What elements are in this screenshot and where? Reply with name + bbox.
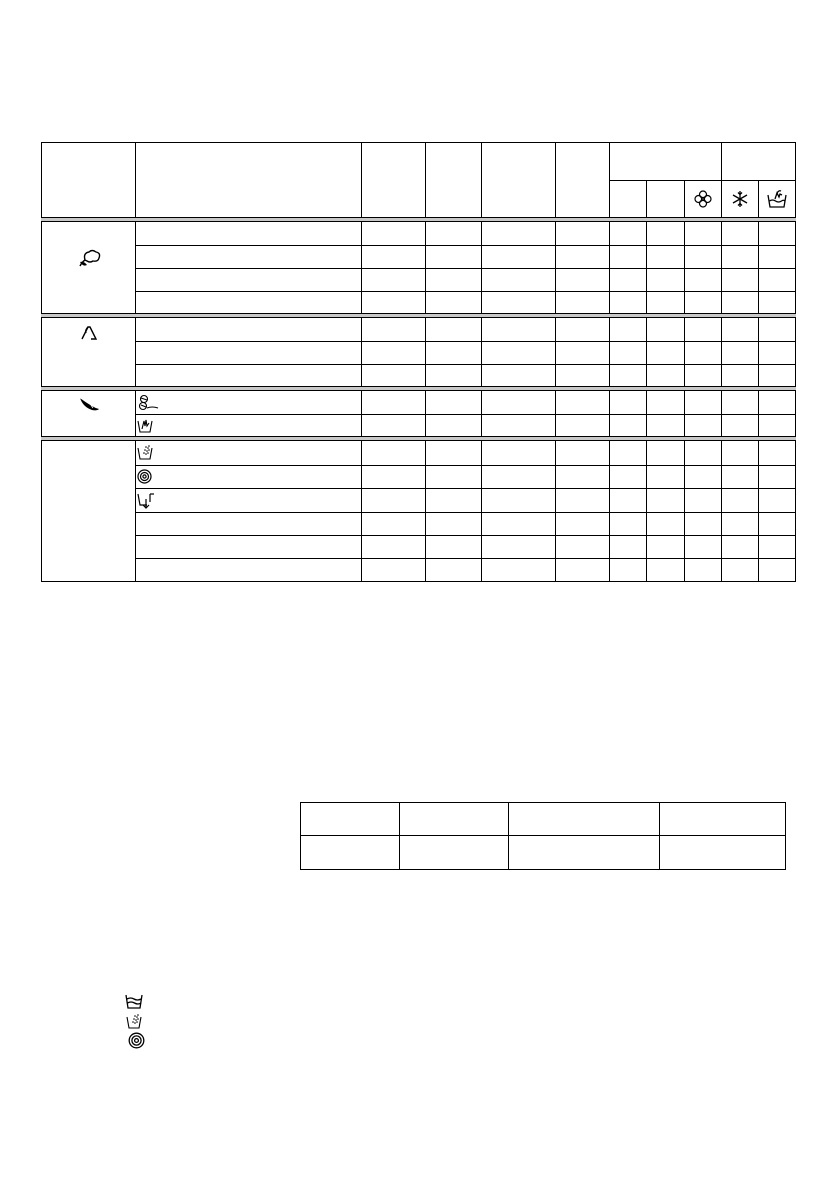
- column-divider: [135, 391, 136, 436]
- program-table-border: [41, 142, 796, 582]
- column-divider: [425, 318, 426, 386]
- cotton-icon: [76, 248, 102, 270]
- rinse-icon: [137, 444, 153, 461]
- row-divider: [135, 488, 796, 489]
- column-divider: [481, 222, 482, 313]
- column-divider: [481, 142, 482, 217]
- row-divider: [135, 341, 796, 342]
- column-divider: [684, 222, 685, 313]
- hand-wash-tub-icon: [137, 417, 153, 434]
- row-divider: [135, 268, 796, 269]
- column-divider: [721, 391, 722, 436]
- column-divider: [646, 441, 647, 581]
- column-divider: [361, 391, 362, 436]
- column-divider: [135, 142, 136, 217]
- row-divider: [135, 512, 796, 513]
- column-divider: [135, 222, 136, 313]
- column-divider: [135, 318, 136, 386]
- column-divider: [684, 318, 685, 386]
- column-divider: [425, 391, 426, 436]
- column-divider: [684, 391, 685, 436]
- group-separator: [41, 217, 796, 222]
- column-divider: [481, 318, 482, 386]
- column-divider: [609, 222, 610, 313]
- column-divider: [646, 318, 647, 386]
- column-divider: [646, 391, 647, 436]
- column-divider: [721, 441, 722, 581]
- column-divider: [508, 802, 509, 870]
- column-divider: [361, 441, 362, 581]
- column-divider: [555, 391, 556, 436]
- row-divider: [135, 414, 796, 415]
- column-divider: [721, 318, 722, 386]
- row-divider: [135, 245, 796, 246]
- column-divider: [721, 222, 722, 313]
- column-divider: [758, 222, 759, 313]
- column-divider: [425, 441, 426, 581]
- row-divider: [135, 535, 796, 536]
- column-divider: [555, 441, 556, 581]
- drain-icon: [137, 491, 157, 510]
- column-divider: [609, 391, 610, 436]
- column-divider: [481, 391, 482, 436]
- column-divider: [646, 180, 647, 217]
- row-divider: [135, 291, 796, 292]
- flower-icon: [693, 189, 713, 209]
- spin-icon: [128, 1032, 145, 1049]
- rinse-icon: [126, 1013, 142, 1030]
- column-divider: [721, 142, 722, 217]
- row-divider: [135, 558, 796, 559]
- row-divider: [135, 364, 796, 365]
- column-divider: [684, 441, 685, 581]
- column-divider: [659, 802, 660, 870]
- tub-hand-icon: [766, 187, 788, 209]
- column-divider: [555, 142, 556, 217]
- row-divider: [135, 465, 796, 466]
- column-divider: [425, 222, 426, 313]
- prewash-tub-icon: [125, 993, 143, 1010]
- column-divider: [555, 318, 556, 386]
- header-divider: [609, 180, 796, 181]
- snowflake-icon: [730, 189, 750, 209]
- column-divider: [399, 802, 400, 870]
- column-divider: [609, 441, 610, 581]
- wool-yarn-icon: [138, 394, 160, 412]
- column-divider: [684, 180, 685, 217]
- spin-icon: [137, 469, 152, 484]
- group-separator: [41, 386, 796, 391]
- column-divider: [758, 391, 759, 436]
- group-separator: [41, 313, 796, 318]
- column-divider: [758, 318, 759, 386]
- column-divider: [135, 441, 136, 581]
- column-divider: [609, 142, 610, 217]
- column-divider: [361, 222, 362, 313]
- delicate-feather-icon: [77, 395, 101, 415]
- column-divider: [758, 180, 759, 217]
- column-divider: [646, 222, 647, 313]
- column-divider: [361, 318, 362, 386]
- synthetic-iron-icon: [79, 324, 99, 342]
- column-divider: [425, 142, 426, 217]
- column-divider: [758, 441, 759, 581]
- column-divider: [481, 441, 482, 581]
- column-divider: [555, 222, 556, 313]
- row-divider: [300, 835, 786, 836]
- group-separator: [41, 436, 796, 441]
- column-divider: [361, 142, 362, 217]
- summary-table-border: [300, 802, 786, 870]
- column-divider: [609, 318, 610, 386]
